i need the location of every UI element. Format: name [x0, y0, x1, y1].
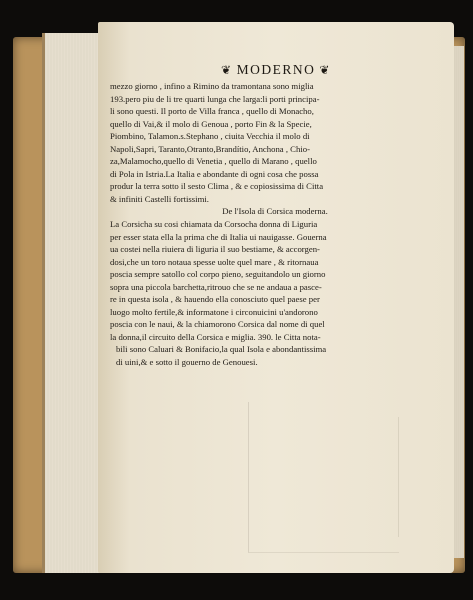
text-line: sopra una piccola barchetta,ritrouo che se ne andaua a pasce-: [110, 281, 322, 292]
show-through-line: [398, 417, 399, 537]
text-line: per esser stata ella la prima che di Italia ui nauigasse. Gouerna: [110, 231, 327, 242]
running-head: [98, 62, 454, 80]
book-page: [98, 22, 454, 573]
text-line: Piombino, Talamon.s.Stephano , ciuita Vecchia il molo di: [110, 131, 310, 142]
show-through-marks: [248, 402, 399, 553]
text-line: li sono questi. Il porto de Villa franca , quello di Monacho,: [110, 106, 314, 117]
text-line: re in questa isola , & hauendo ella conosciuto quel paese per: [110, 294, 320, 305]
text-line: & infiniti Castelli fortissimi.: [110, 193, 209, 204]
text-line: di uini,& e sotto il gouerno de Genouesi.: [116, 357, 258, 368]
text-line: ua costei nella riuiera di liguria il suo bestiame, & accorgen-: [110, 244, 320, 255]
text-line: 193.pero piu de li tre quarti lunga che larga:li porti principa-: [110, 93, 320, 104]
text-line: la donna,il circuito della Corsica e miglia. 390. le Citta nota-: [110, 331, 321, 342]
text-line: di Pola in Istria.La Italia e abondante di ogni cosa che possa: [110, 168, 319, 179]
text-line: bili sono Caluari & Bonifacio,la qual Isola e abondantissima: [116, 344, 327, 355]
text-line: mezzo giorno , infino a Rimino da tramontana sono miglia: [110, 81, 314, 91]
text-line: poscia sempre satollo col corpo pieno, seguitandolo un giorno: [110, 269, 326, 280]
text-line: poscia con le naui, & la chiamorono Corsica dal nome di quel: [110, 319, 325, 330]
text-line: produr la terra sotto il sesto Clima , & e copiosissima di Citta: [110, 181, 324, 192]
ornament-left-icon: ❦: [221, 63, 233, 77]
text-line: za,Malamocho,quello di Venetia , quello di Marano , quello: [110, 156, 317, 167]
text-line: La Corsicha su cosi chiamata da Corsocha donna di Liguria: [110, 219, 318, 230]
section-heading: De l'Isola di Corsica moderna.: [222, 206, 328, 217]
text-line: dosi,che un toro notaua spesse uolte quel mare , & ritornaua: [110, 256, 319, 267]
text-line: Napoli,Sapri, Taranto,Otranto,Brandítio, Anchona , Chio-: [110, 143, 310, 154]
text-line: luogo molto fertile,& informatone i circonuicini u'andorono: [110, 306, 318, 317]
ornament-right-icon: ❦: [319, 63, 331, 77]
text-line: quello di Vai,& il molo di Genoua , porto Fin & la Specie,: [110, 118, 312, 129]
body-text: [110, 80, 440, 369]
running-head-title: MODERNO: [236, 62, 316, 77]
